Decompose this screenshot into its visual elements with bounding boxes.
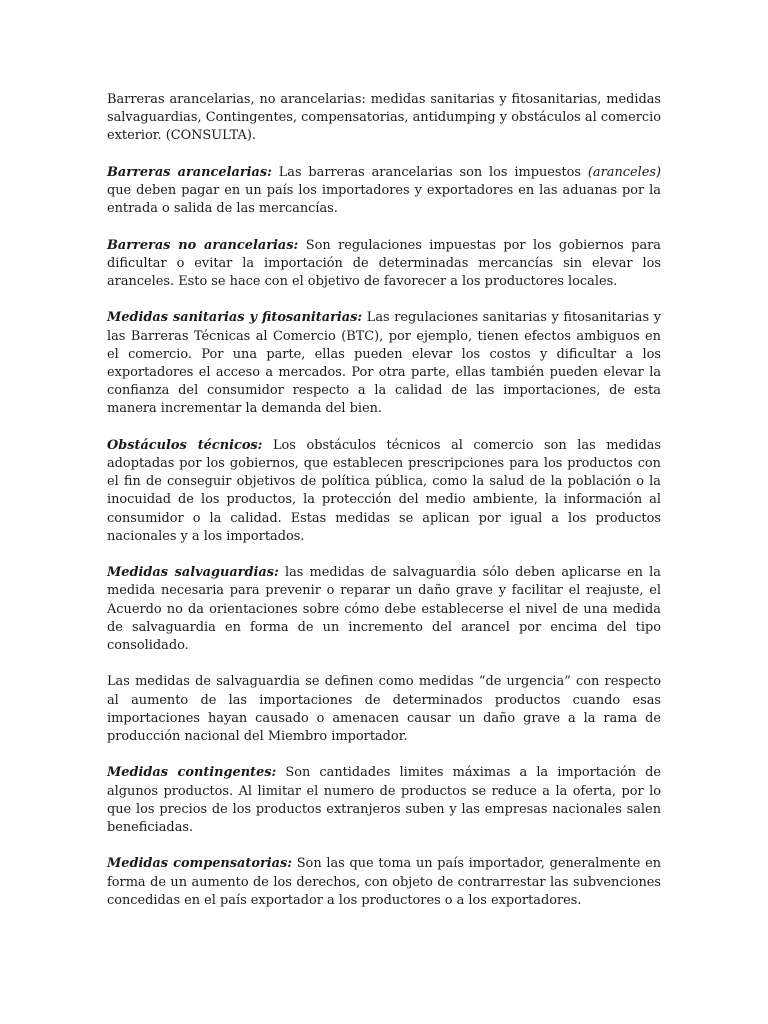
intro-text: Barreras arancelarias, no arancelarias: medidas sanitarias y fitosanitarias, medidas salvaguardias, Contingentes, compensatorias, antidumping y obstáculos al comercio exterior. (CONSULTA).	[107, 92, 661, 144]
salvaguardia-urgencia-text: Las medidas de salvaguardia se definen como medidas “de urgencia” con respecto al aumento de las importaciones de determinados productos cuando esas importaciones hayan causado o amenacen causar un daño grave a la rama de producción nacional del Miembro importador.	[107, 674, 661, 745]
barreras-arancelarias-text-before: Las barreras arancelarias son los impuestos	[271, 164, 588, 180]
barreras-no-arancelarias-heading: Barreras no arancelarias:	[107, 237, 299, 253]
barreras-no-arancelarias-paragraph	[107, 237, 661, 292]
obstaculos-tecnicos-paragraph	[107, 437, 661, 546]
medidas-contingentes-text: Son cantidades limites máximas a la importación de algunos productos. Al limitar el numero de productos se reduce a la oferta, por lo que los precios de los productos extranjeros suben y las empresas nacionales salen beneficiadas.	[107, 765, 662, 836]
barreras-arancelarias-paragraph	[107, 164, 661, 219]
medidas-sanitarias-paragraph	[107, 309, 661, 418]
intro-paragraph	[107, 91, 661, 146]
obstaculos-tecnicos-heading: Obstáculos técnicos:	[107, 437, 263, 453]
medidas-salvaguardias-paragraph	[107, 564, 661, 655]
aranceles-emphasis: (aranceles)	[587, 164, 661, 180]
salvaguardia-urgencia-paragraph	[107, 673, 661, 746]
barreras-no-arancelarias-text: Son regulaciones impuestas por los gobiernos para dificultar o evitar la importación de determinadas mercancías sin elevar los aranceles. Esto se hace con el objetivo de favorecer a los productores locales.	[107, 237, 661, 289]
medidas-salvaguardias-text: las medidas de salvaguardia sólo deben aplicarse en la medida necesaria para prevenir o reparar un daño grave y facilitar el reajuste, el Acuerdo no da orientaciones sobre cómo debe establecerse el nivel de una medida de salvaguardia en forma de un incremento del arancel por encima del tipo consolidado.	[107, 565, 661, 654]
barreras-arancelarias-text-after: que deben pagar en un país los importadores y exportadores en las aduanas por la entrada o salida de las mercancías.	[107, 183, 661, 217]
medidas-salvaguardias-heading: Medidas salvaguardias:	[107, 565, 279, 581]
medidas-contingentes-heading: Medidas contingentes:	[107, 765, 277, 781]
barreras-arancelarias-heading: Barreras arancelarias:	[107, 164, 272, 180]
medidas-sanitarias-text: Las regulaciones sanitarias y fitosanitarias y las Barreras Técnicas al Comercio (BTC), por ejemplo, tienen efectos ambiguos en el comercio. Por una parte, ellas pueden elevar los costos y dificultar a los exportadores el acceso a mercados. Por otra parte, ellas también pueden elevar la confianza del consumidor respecto a la calidad de las importaciones, de esta manera incrementar la demanda del bien.	[107, 310, 661, 417]
medidas-sanitarias-heading: Medidas sanitarias y fitosanitarias:	[107, 310, 363, 326]
medidas-compensatorias-paragraph	[107, 855, 661, 910]
document-page	[107, 91, 661, 928]
medidas-compensatorias-heading: Medidas compensatorias:	[107, 856, 293, 872]
obstaculos-tecnicos-text: Los obstáculos técnicos al comercio son las medidas adoptadas por los gobiernos, que establecen prescripciones para los productos con el fin de conseguir objetivos de política pública, como la salud de la población o la inocuidad de los productos, la protección del medio ambiente, la información al consumidor o la calidad. Estas medidas se aplican por igual a los productos nacionales y a los importados.	[107, 437, 661, 544]
medidas-compensatorias-text: Son las que toma un país importador, generalmente en forma de un aumento de los derechos, con objeto de contrarrestar las subvenciones concedidas en el país exportador a los productores o a los exportadores.	[107, 856, 661, 908]
medidas-contingentes-paragraph	[107, 764, 661, 837]
